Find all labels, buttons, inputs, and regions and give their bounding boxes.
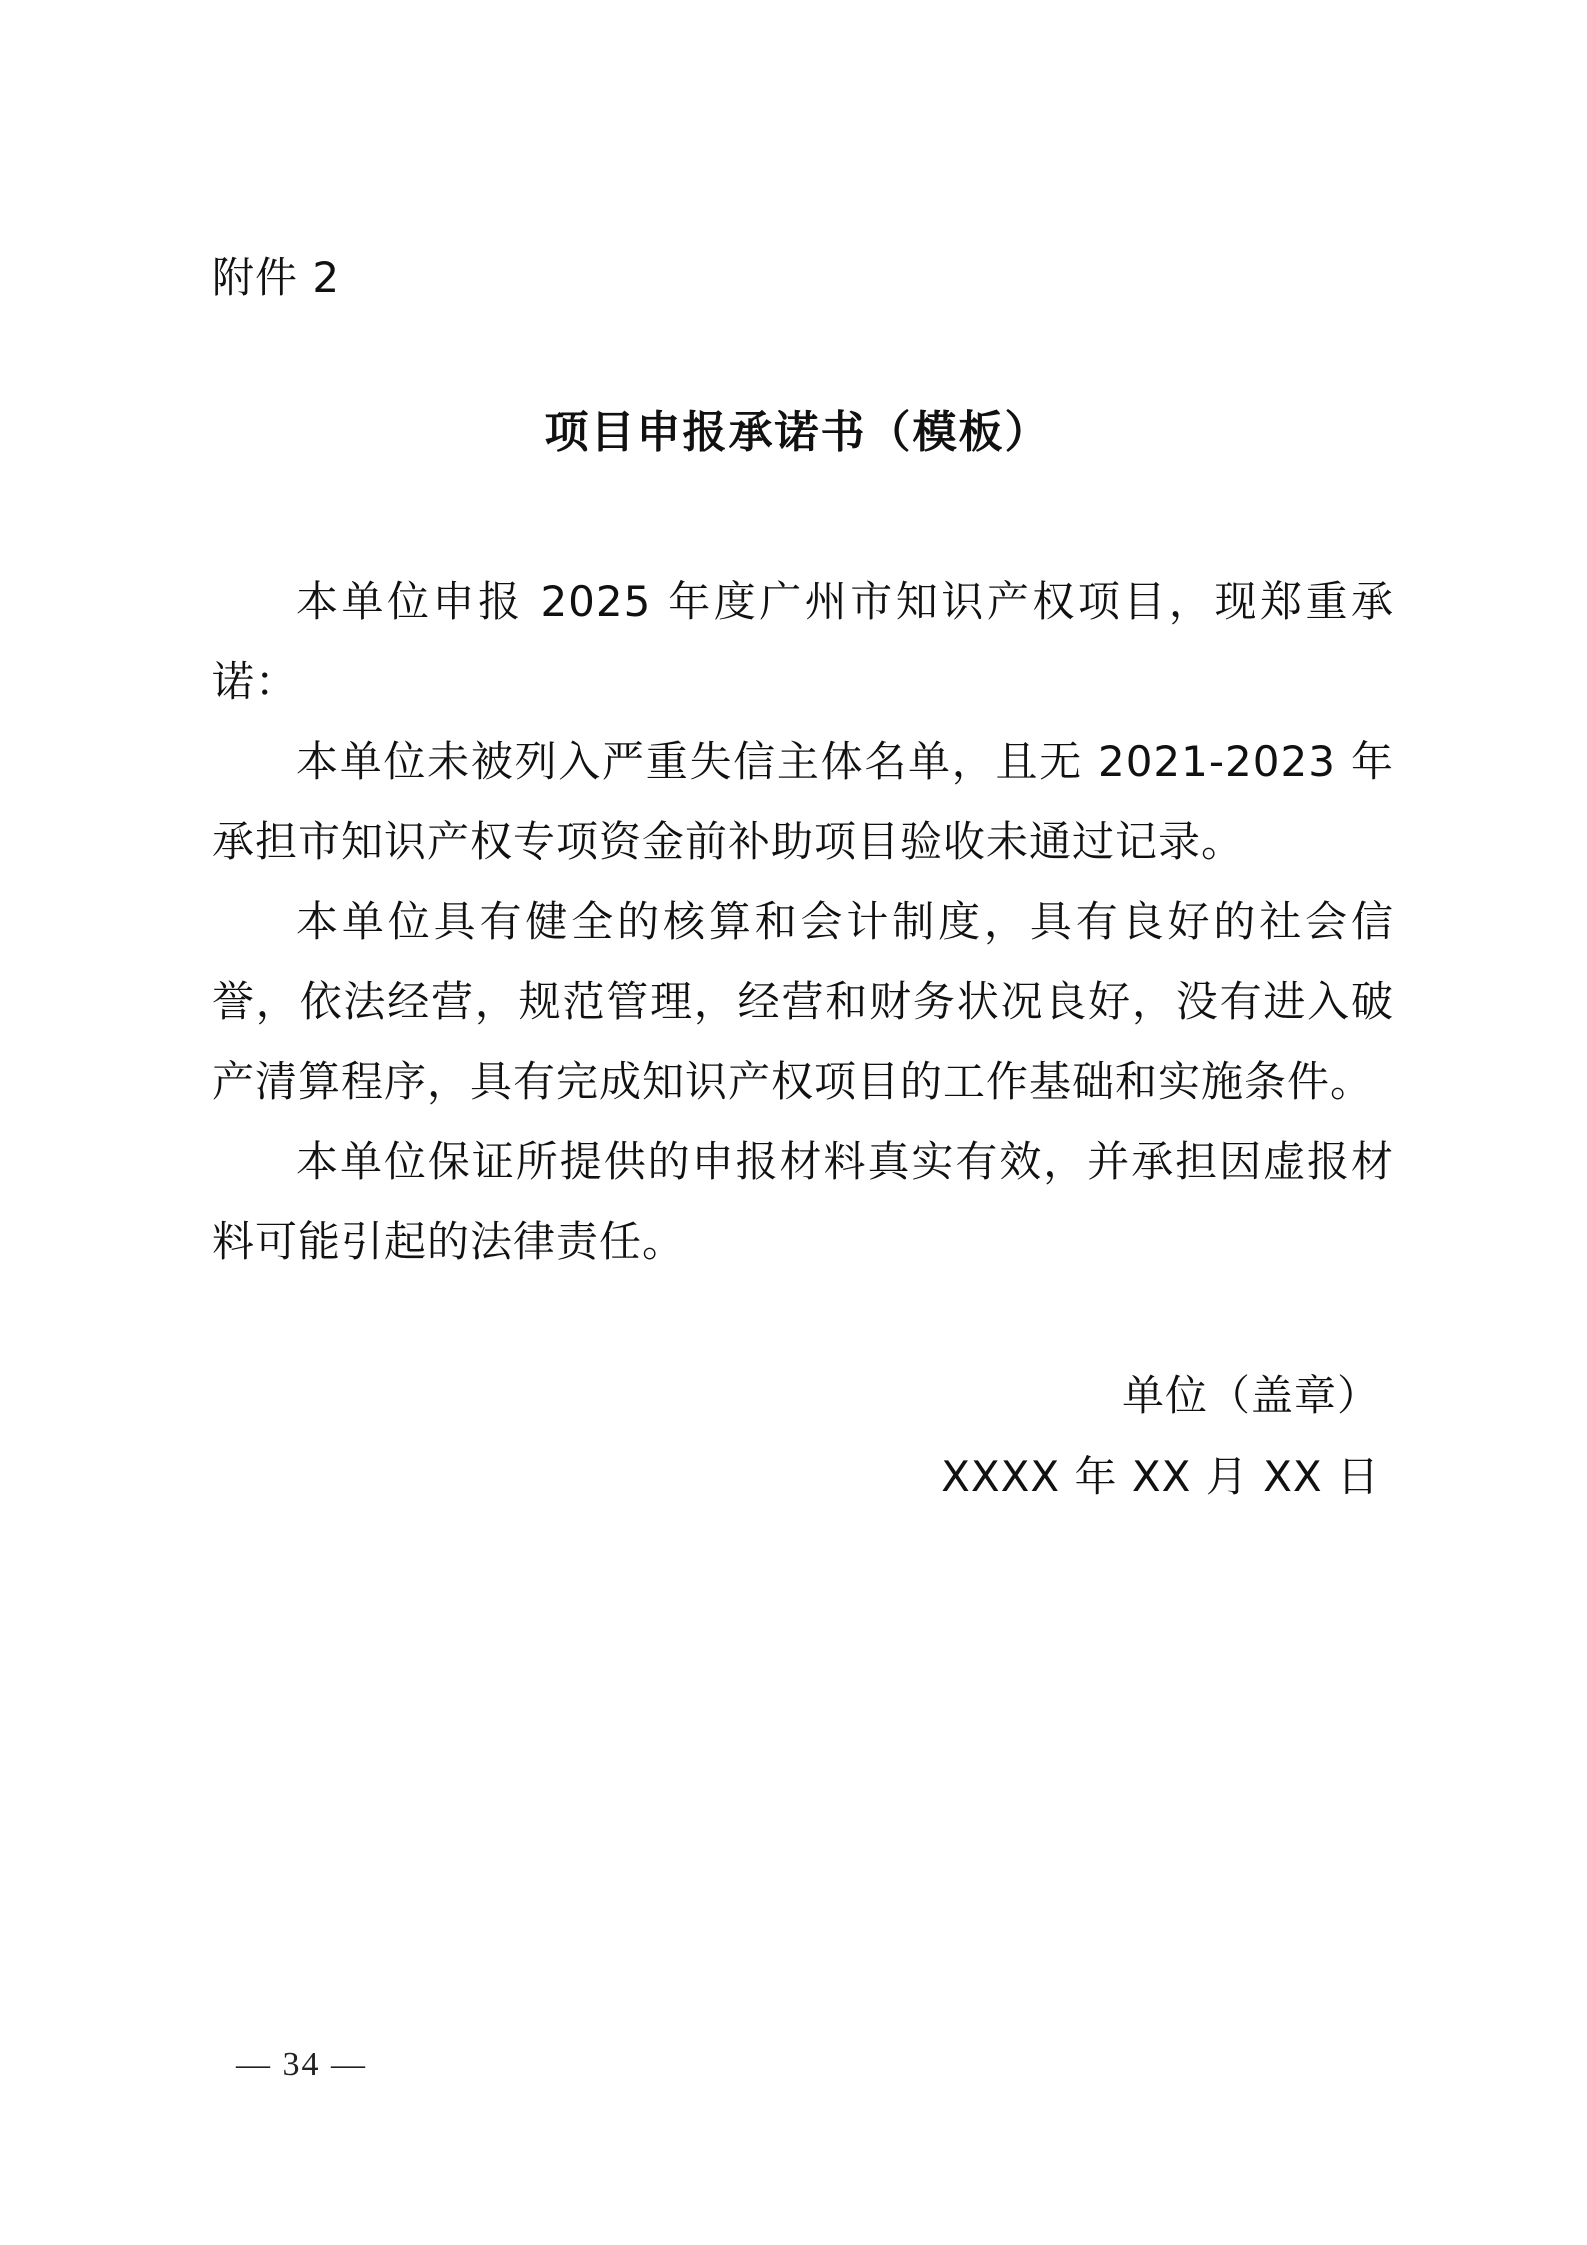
- document-body: [212, 562, 1394, 1282]
- paragraph-authenticity: 本单位保证所提供的申报材料真实有效，并承担因虚报材料可能引起的法律责任。: [212, 1137, 1394, 1266]
- paragraph-no-dishonesty: 本单位未被列入严重失信主体名单，且无 2021-2023 年承担市知识产权专项资金前补助项目验收未通过记录。: [212, 737, 1394, 866]
- signature-date: XXXX 年 XX 月 XX 日: [941, 1452, 1380, 1501]
- signature-unit: 单位（盖章）: [1121, 1371, 1380, 1420]
- document-title: 项目申报承诺书（模板）: [544, 407, 1051, 458]
- page-number: — 34 —: [236, 2046, 367, 2083]
- attachment-label: 附件 2: [212, 253, 341, 302]
- paragraph-accounting: 本单位具有健全的核算和会计制度，具有良好的社会信誉，依法经营，规范管理，经营和财务状况良好，没有进入破产清算程序，具有完成知识产权项目的工作基础和实施条件。: [212, 897, 1394, 1106]
- paragraph-intro: 本单位申报 2025 年度广州市知识产权项目，现郑重承诺：: [212, 577, 1394, 706]
